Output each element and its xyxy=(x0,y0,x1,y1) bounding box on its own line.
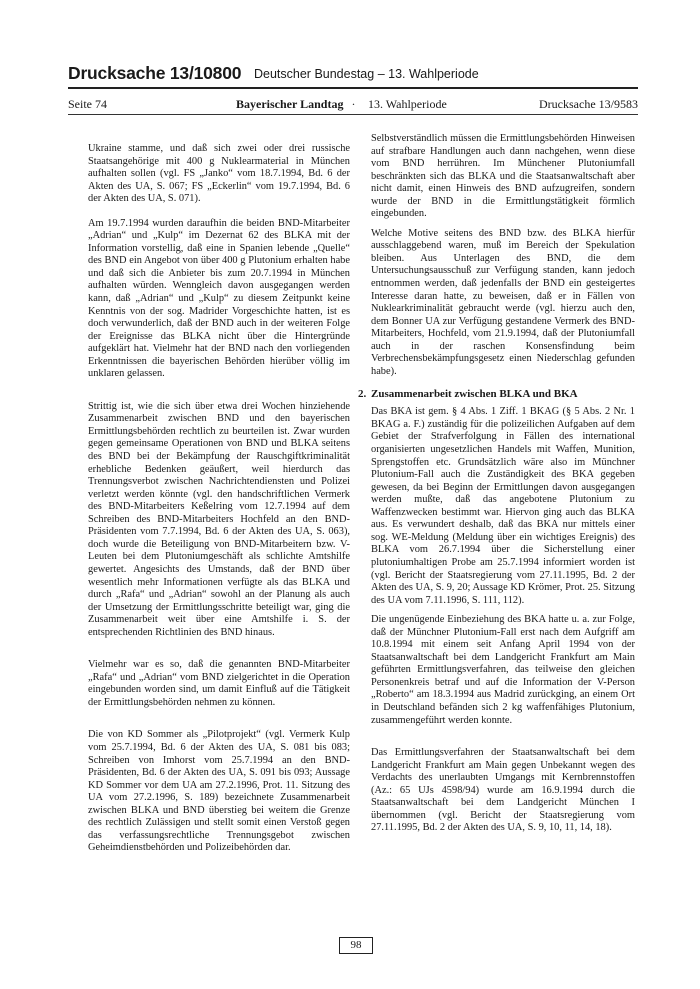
paragraph: Ukraine stamme, und daß sich zwei oder drei russische Staatsangehörige mit 400 g Nuklearmaterial in München aufhalten sollen (vgl. FS „Janko“ vom 18.7.1994, Bd. 6 der Akten des UA, S. 067; FS „Eckerlin“ vom 19.7.1994, Bd. 6 der Akten des UA, S. 071). xyxy=(88,143,350,205)
print-number: Drucksache 13/9583 xyxy=(539,97,638,111)
parliament-name xyxy=(236,97,363,112)
section-number: 2. xyxy=(358,388,367,401)
paragraph: Das BKA ist gem. § 4 Abs. 1 Ziff. 1 BKAG (§ 5 Abs. 2 Nr. 1 BKAG a. F.) zuständig für die polizeilichen Aufgaben auf dem Gebiet der Strafverfolgung in Fällen des international organisierten ungesetzlichen Handels mit Waffen, Munition, Sprengstoffen etc. Grundsätzlich wäre also im Münchner Plutonium-Fall auch die Zuständigkeit des BKA gegeben gewesen, da bei Beginn der Ermittlungen davon ausgegangen werden mußte, daß das angebotene Plutonium zu Waffenzwecken bestimmt war. Hiervon ging auch das BLKA aus. Es verwundert deshalb, daß das BKA nur mittels einer sog. WE-Meldung (Meldung über ein wichtiges Ereignis) des BLKA vom 26.7.1994 über die Sicherstellung einer plutoniumhaltigen Probe am 25.7.1994 informiert worden ist (vgl. Bericht der Staatsregierung vom 27.11.1995, Bd. 2 der Akten des UA, S. 9, 20; Aussage KD Krömer, Prot. 25. Sitzung des UA vom 7.11.1996, S. 111, 112). xyxy=(371,406,635,606)
page-number: 98 xyxy=(339,937,373,954)
page-label: Seite 74 xyxy=(68,97,107,111)
paragraph: Vielmehr war es so, daß die genannten BND-Mitarbeiter „Rafa“ und „Adrian“ vom BND zielgerichtet in die Operation eingebunden worden sind, um damit Einfluß auf die Tätigkeit der Ermittlungsbehörden nehmen zu können. xyxy=(88,659,350,708)
paragraph: Die von KD Sommer als „Pilotprojekt“ (vgl. Vermerk Kulp vom 25.7.1994, Bd. 6 der Akten des UA, S. 081 bis 083; Schreiben von Imhorst vom 25.7.1994 an den BND-Präsidenten, Bd. 6 der Akten des UA, S. 091 bis 093; Aussage KD Sommer vor dem UA am 27.2.1996, Prot. 11. Sitzung des UA vom 27.2.1996, S. 189) bezeichnete Zusammenarbeit zwischen BLKA und BND überstieg bei weitem die Grenze des rechtlich Zulässigen und stellt somit einen Verstoß gegen das verfassungsrechtliche Trennungsgebot zwischen Geheimdienstbehörden und Polizeibehörden dar. xyxy=(88,729,350,854)
page-subheader xyxy=(68,97,638,113)
document-header xyxy=(68,63,638,83)
section-heading xyxy=(358,388,635,401)
paragraph: Am 19.7.1994 wurden daraufhin die beiden BND-Mitarbeiter „Adrian“ und „Kulp“ im Dezernat 62 des BLKA mit der Information vorstellig, daß eine in Spanien lebende „Quelle“ des BND ein Angebot von über 400 g Plutonium erhalten habe und daß sich die Anbieter bis zum 20.7.1994 in München aufhalten würden. Wenngleich davon ausgegangen werden kann, daß „Adrian“ und „Kulp“ zu diesem Zeitpunkt keine Kenntnis von der sog. Madrider Vorgeschichte hatten, ist es doch verwunderlich, daß der BND auch in der weiteren Folge der Ereignisse das BLKA nicht über die Hintergründe aufgeklärt hat. Vielmehr hat der BND nach den vorliegenden Erkenntnissen die bayerischen Behörden hierüber völlig im unklaren gelassen. xyxy=(88,217,350,380)
right-column xyxy=(358,133,635,835)
paragraph: Die ungenügende Einbeziehung des BKA hatte u. a. zur Folge, daß der Münchner Plutonium-Fall erst nach dem Aufgriff am 10.8.1994 mit einem seit Anfang April 1994 von der Staatsanwaltschaft bei dem Landgericht Frankfurt am Main geführten Ermittlungsverfahren, das teilweise den gleichen Personenkreis betraf und auf die Information der V-Person „Roberto“ am 18.3.1994 aus Madrid zurückging, an einem Ort in Deutschland befänden sich 2 kg waffenfähiges Plutonium, zusammengeführt werden konnte. xyxy=(371,614,635,726)
paragraph: Selbstverständlich müssen die Ermittlungsbehörden Hinweisen auf strafbare Handlungen auch dann nachgehen, wenn diese vom BND herrühren. Im Münchener Plutoniumfall beschränkten sich das BLKA und die Staatsanwaltschaft aber nicht damit, einen Hinweis des BND aufzugreifen, sondern wurde der BND in die Ermittlungstätigkeit förmlich eingebunden. xyxy=(371,133,635,220)
period-label: 13. Wahlperiode xyxy=(368,97,447,111)
document-subtitle: Deutscher Bundestag – 13. Wahlperiode xyxy=(254,67,479,81)
parliament-name-text: Bayerischer Landtag xyxy=(236,97,344,111)
document-title: Drucksache 13/10800 xyxy=(68,63,242,83)
paragraph: Strittig ist, wie die sich über etwa drei Wochen hinziehende Zusammenarbeit zwischen BND und den bayerischen Ermittlungsbehörden rechtlich zu beurteilen ist. Zwar wurden gegen gemeinsame Operationen von BND und BLKA seitens des BND bei der Bekämpfung der Rauschgiftkriminalität erhebliche Bedenken geäußert, weil hierdurch das Trennungsverbot zwischen Nachrichtendiensten und Polizei verletzt werden könnte (vgl. den handschriftlichen Vermerk des BND-Mitarbeiters Keßelring vom 12.7.1994 auf dem Schreiben des BND-Mitarbeiters Hochfeld an den BND-Präsidenten vom 7.7.1994, Bd. 6 der Akten des UA, S. 063), doch wurde die Beteiligung von BND-Mitarbeitern bzw. V-Leuten bei dem Plutoniumgeschäft als schlichte Amtshilfe gewertet. Angesichts des Umstands, daß der BND über wesentlich mehr Informationen verfügte als das BLKA und durch „Rafa“ und „Adrian“ sowohl an der Planung als auch der Umsetzung der Ermittlungsschritte beteiligt war, ging die Zusammenarbeit weit über eine Amtshilfe i. S. der entsprechenden Richtlinien des BND hinaus. xyxy=(88,400,350,638)
left-column xyxy=(88,143,350,855)
header-rule xyxy=(68,87,638,89)
paragraph: Das Ermittlungsverfahren der Staatsanwaltschaft bei dem Landgericht Frankfurt am Main gegen Unbekannt wegen des Verdachts des unerlaubten Umgangs mit Kernbrennstoffen (Az.: 65 UJs 4598/94) wurde am 16.9.1994 durch die Staatsanwaltschaft bei dem Landgericht München I übernommen (vgl. Bericht der Staatsregierung vom 27.11.1995, Bd. 2 der Akten des UA, S. 9, 10, 11, 14, 18). xyxy=(371,747,635,834)
section-title: Zusammenarbeit zwischen BLKA und BKA xyxy=(371,388,578,401)
paragraph: Welche Motive seitens des BND bzw. des BLKA hierfür ausschlaggebend waren, muß im Bereich der Spekulation bleiben. Aus Unterlagen des BND, die dem Untersuchungsausschuß zur Verfügung standen, kann jedoch entnommen werden, daß jedenfalls der BND ein gesteigertes Interesse daran hatte, zu beweisen, daß er in Fällen von Nuklearkriminalität gebraucht werde (vgl. hierzu auch den, dem Bonner UA zur Verfügung gestandene Vermerk des BND-Mitarbeiters, Hochfeld, vom 21.9.1994, daß der Plutoniumfall auch in der raschen Konsensfindung beim Verbrechensbekämpfungsgesetz einen Niederschlag gefunden habe). xyxy=(371,227,635,377)
subheader-rule xyxy=(68,114,638,115)
separator-dot: · xyxy=(351,97,356,111)
